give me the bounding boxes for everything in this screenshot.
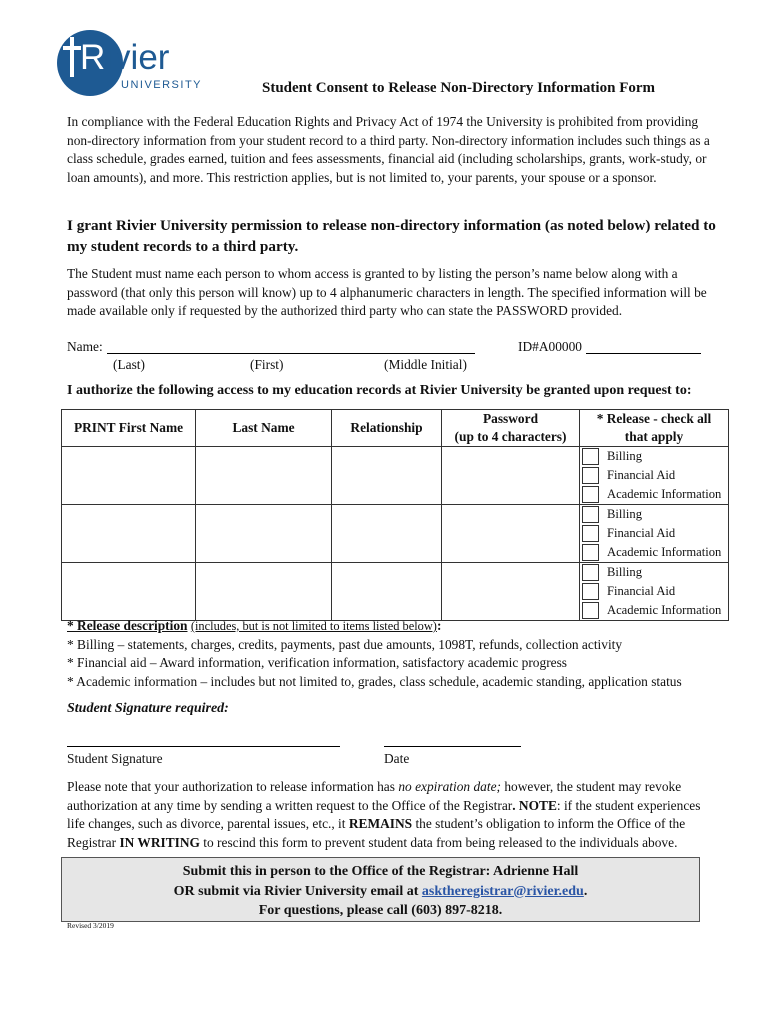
last-name-caption: (Last)	[113, 357, 145, 372]
financial-aid-label: Financial Aid	[607, 584, 676, 598]
password-cell[interactable]	[442, 563, 580, 621]
financial-aid-label: Financial Aid	[607, 526, 676, 540]
last-name-cell[interactable]	[196, 447, 332, 505]
middle-initial-caption: (Middle Initial)	[384, 357, 467, 372]
student-id-label: ID#A00000	[518, 339, 582, 354]
financial-aid-checkbox[interactable]	[582, 467, 599, 484]
billing-label: Billing	[607, 565, 642, 579]
billing-checkbox[interactable]	[582, 564, 599, 581]
header-last-name: Last Name	[196, 410, 332, 447]
academic-info-checkbox[interactable]	[582, 486, 599, 503]
release-heading: * Release description (includes, but is not limited to items listed below):	[67, 618, 442, 633]
release-item-billing: * Billing – statements, charges, credits, payments, past due amounts, 1098T, refunds, collection activity	[67, 636, 623, 652]
first-name-caption: (First)	[250, 357, 284, 372]
financial-aid-checkbox[interactable]	[582, 525, 599, 542]
submission-info-box	[61, 857, 700, 922]
table-row	[62, 447, 729, 505]
first-name-cell[interactable]	[62, 563, 196, 621]
table-row	[62, 563, 729, 621]
date-line[interactable]	[384, 745, 521, 747]
grant-statement: I grant Rivier University permission to release non-directory information (as noted below) related to my student records to a third party.	[67, 217, 716, 255]
relationship-cell[interactable]	[332, 563, 442, 621]
logo-cross-bar	[63, 46, 81, 50]
logo-university-text: UNIVERSITY	[121, 79, 203, 91]
intro-paragraph: In compliance with the Federal Education Rights and Privacy Act of 1974 the University is prohibited from providing non-directory information from your student record to a third party. Non-directory information includes such things as a class schedule, grades earned, tuition and fees assessments, financial aid (including scholarships, grants, work-study, or loan amounts), and more. This restriction applies, but is not limited to, your parents, your spouse or a sponsor.	[67, 114, 710, 186]
table-header-row	[62, 410, 729, 447]
name-input-line[interactable]	[107, 337, 475, 354]
signature-line[interactable]	[67, 745, 340, 747]
revocation-note: Please note that your authorization to release information has no expiration date; however, the student may revoke authorization at any time by sending a written request to the Office of the Registrar. NOTE: if the student experiences life changes, such as divorce, parental issues, etc., it REMAINS the student’s obligation to inform the Office of the Registrar IN WRITING to rescind this form to prevent student data from being released to the individuals above.	[67, 779, 701, 851]
first-name-cell[interactable]	[62, 505, 196, 563]
form-title: Student Consent to Release Non-Directory Information Form	[262, 80, 656, 96]
table-row	[62, 505, 729, 563]
registrar-email-link[interactable]: asktheregistrar@rivier.edu	[421, 883, 584, 899]
billing-checkbox[interactable]	[582, 448, 599, 465]
logo-wordmark: Rivier	[80, 38, 170, 77]
billing-label: Billing	[607, 449, 642, 463]
logo-cross-icon	[70, 37, 74, 77]
authorize-statement: I authorize the following access to my education records at Rivier University be granted upon request to:	[67, 383, 692, 398]
financial-aid-label: Financial Aid	[607, 468, 676, 482]
relationship-cell[interactable]	[332, 447, 442, 505]
submit-in-person-text: Submit this in person to the Office of the Registrar: Adrienne Hall	[182, 864, 579, 879]
release-options-cell	[580, 563, 729, 621]
password-cell[interactable]	[442, 505, 580, 563]
billing-label: Billing	[607, 507, 642, 521]
first-name-cell[interactable]	[62, 447, 196, 505]
password-cell[interactable]	[442, 447, 580, 505]
header-first-name: PRINT First Name	[62, 410, 196, 447]
questions-phone-text: For questions, please call (603) 897-8218.	[258, 903, 503, 918]
student-id-input-line[interactable]	[586, 337, 701, 354]
release-description	[67, 617, 727, 691]
release-item-financial-aid: * Financial aid – Award information, verification information, satisfactory academic progress	[67, 655, 568, 671]
release-options-cell	[580, 447, 729, 505]
revised-date: Revised 3/2019	[67, 921, 114, 930]
access-table	[61, 409, 729, 621]
academic-info-label: Academic Information	[607, 603, 722, 617]
academic-info-label: Academic Information	[607, 545, 722, 559]
last-name-cell[interactable]	[196, 563, 332, 621]
release-options-cell	[580, 505, 729, 563]
signature-required-heading: Student Signature required:	[67, 701, 229, 716]
financial-aid-checkbox[interactable]	[582, 583, 599, 600]
signature-label: Student Signature	[67, 751, 163, 766]
relationship-cell[interactable]	[332, 505, 442, 563]
release-item-academic: * Academic information – includes but not limited to, grades, class schedule, academic standing, application status	[67, 673, 682, 689]
submit-email-text: OR submit via Rivier University email at asktheregistrar@rivier.edu.	[173, 883, 588, 899]
header-password: Password (up to 4 characters)	[442, 410, 580, 447]
instructions-paragraph: The Student must name each person to whom access is granted to by listing the person’s name below along with a password (that only this person will know) up to 4 alphanumeric characters in length. The specified information will be made available only if requested by the authorized third party who can state the PASSWORD provided.	[67, 266, 707, 319]
header-release: * Release - check all that apply	[580, 410, 729, 447]
header-relationship: Relationship	[332, 410, 442, 447]
name-label: Name:	[67, 339, 103, 354]
billing-checkbox[interactable]	[582, 506, 599, 523]
last-name-cell[interactable]	[196, 505, 332, 563]
date-label: Date	[384, 751, 410, 766]
academic-info-checkbox[interactable]	[582, 544, 599, 561]
academic-info-label: Academic Information	[607, 487, 722, 501]
